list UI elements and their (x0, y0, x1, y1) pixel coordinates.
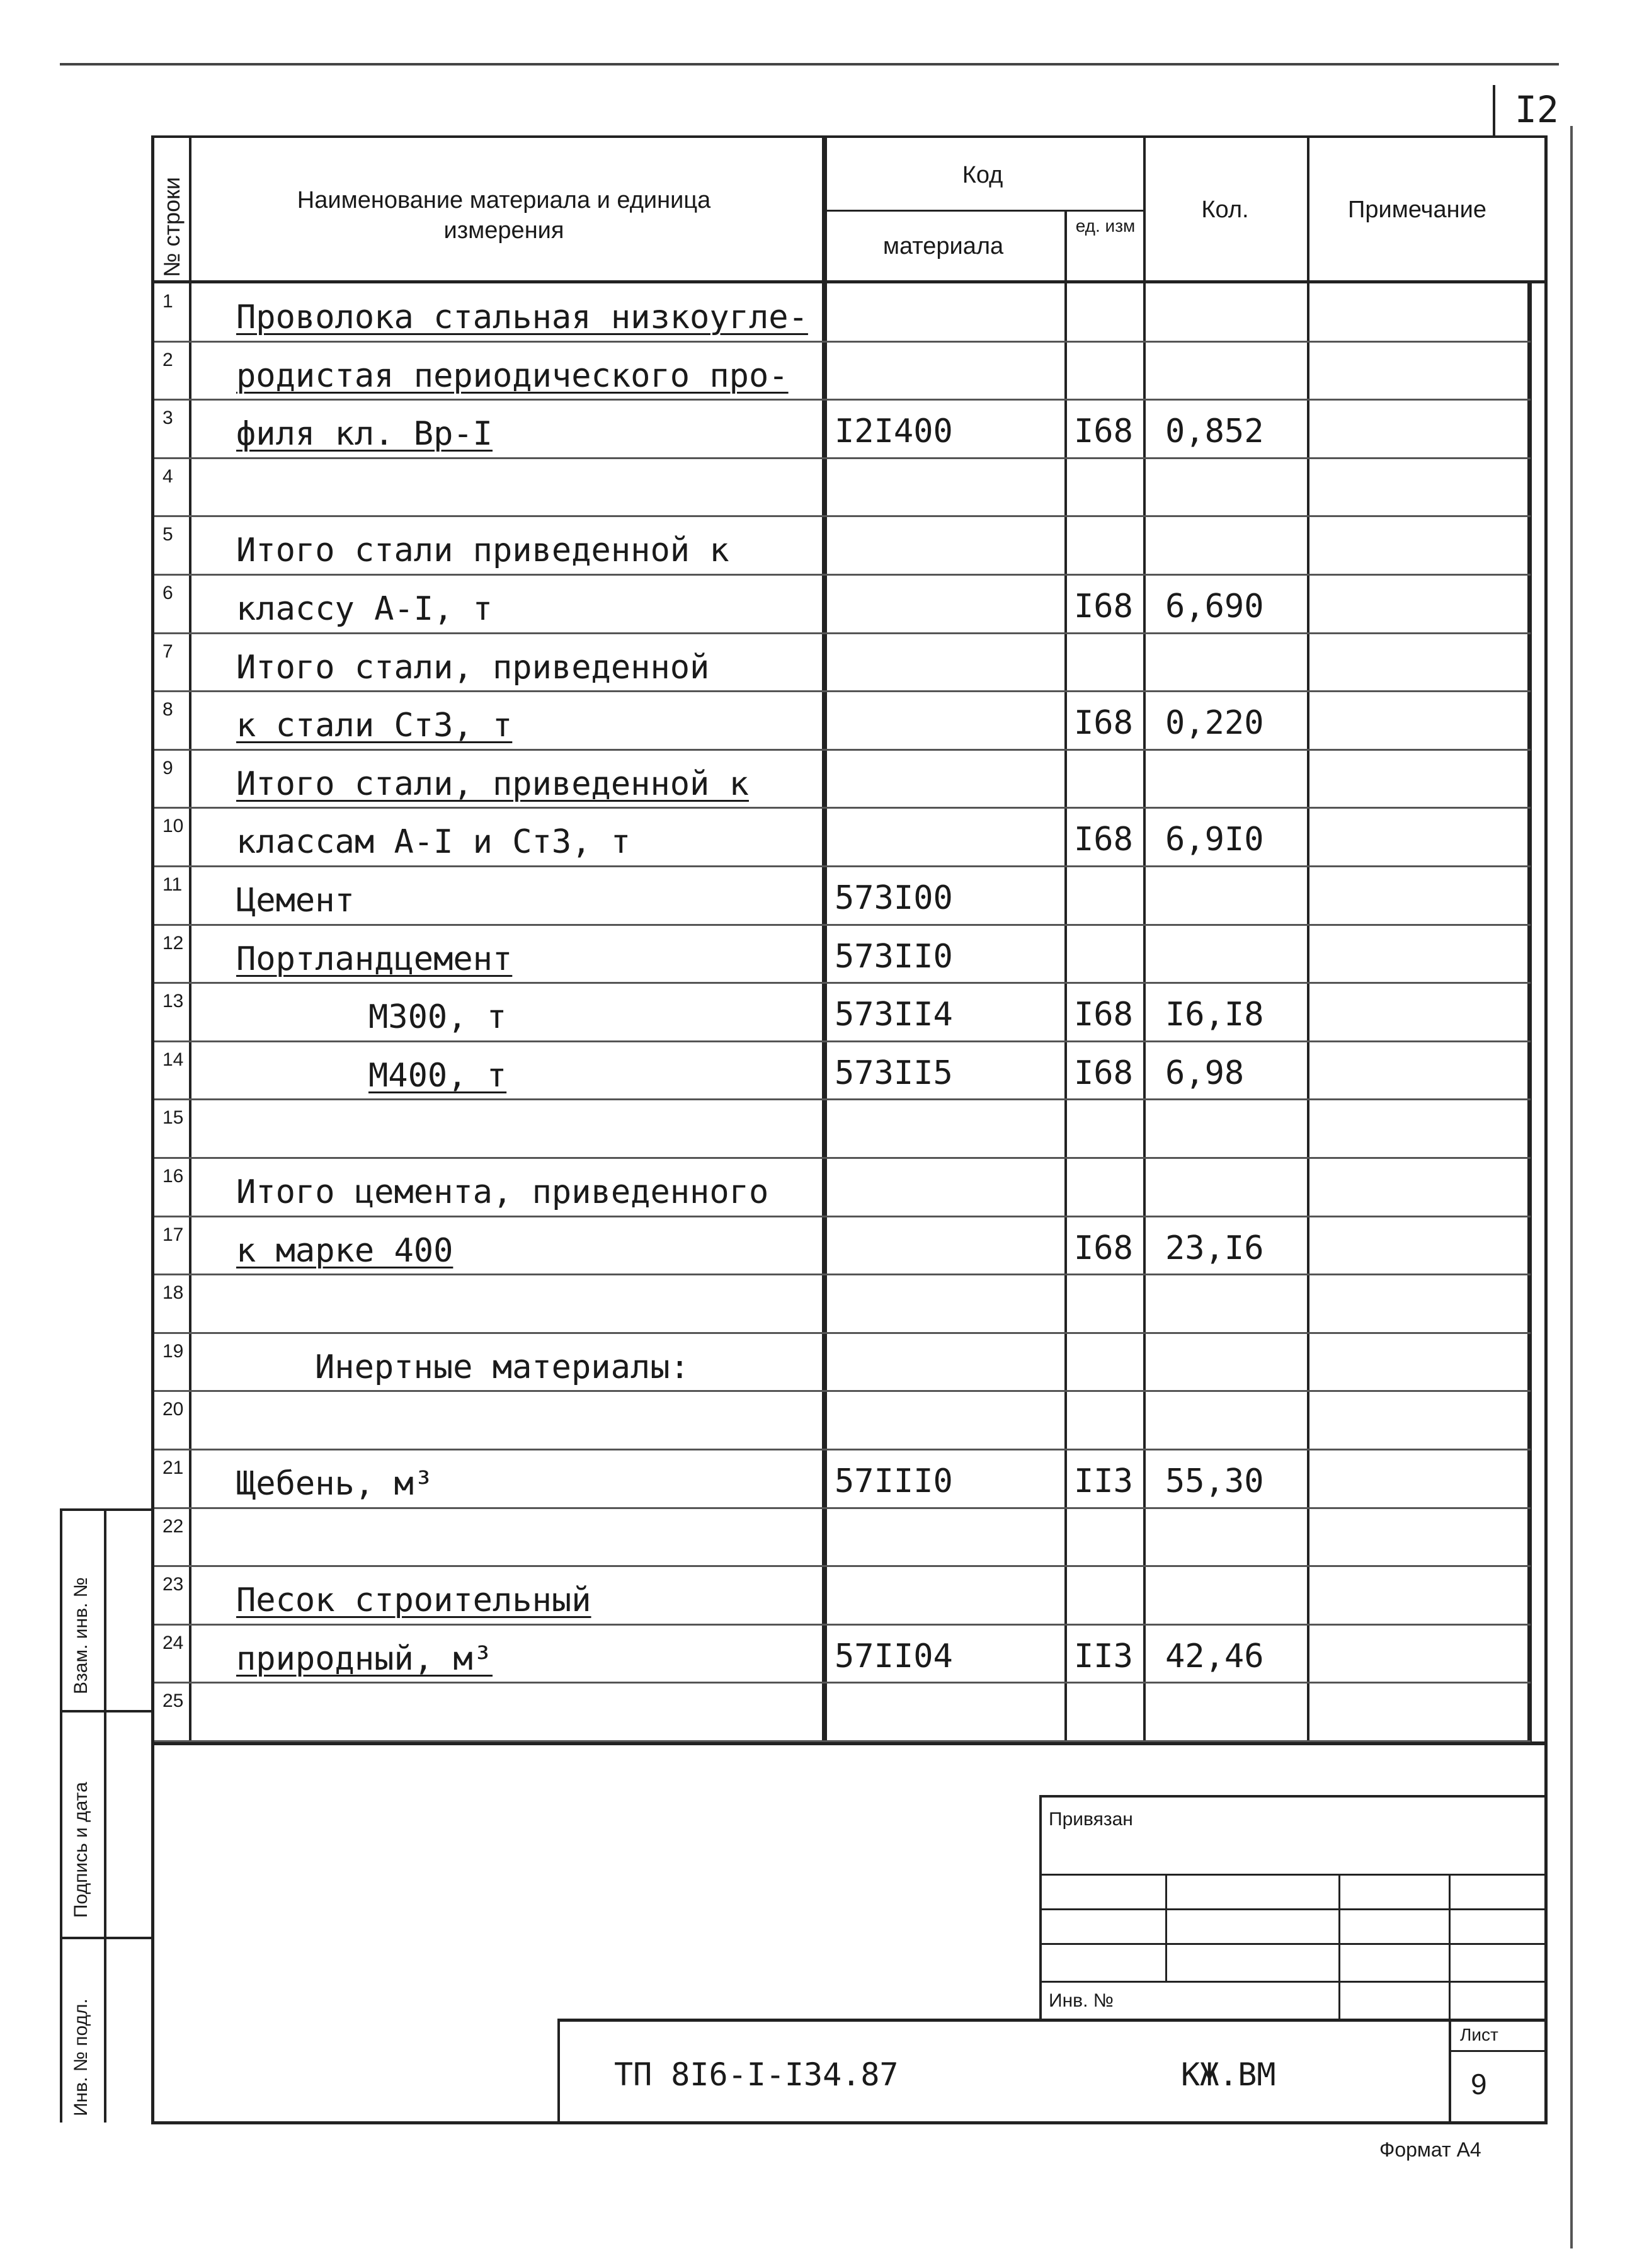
row-rule (154, 1624, 1531, 1626)
quantity: 0,220 (1165, 704, 1264, 743)
col-unit (1143, 135, 1146, 1745)
material-name: Песок строительный (236, 1581, 591, 1620)
unit-code: I68 (1074, 996, 1133, 1034)
row-number: 17 (163, 1224, 184, 1245)
privyazan-col1 (1165, 1874, 1167, 1981)
row-number: 13 (163, 991, 184, 1012)
material-name: к марке 400 (236, 1231, 453, 1270)
privyazan-col3 (1449, 1874, 1451, 2019)
side-stamp-sep2 (60, 1937, 154, 1939)
row-number: 9 (163, 757, 173, 778)
quantity: 6,98 (1165, 1054, 1245, 1092)
material-code: 573I00 (835, 879, 953, 917)
sheet-number: 9 (1471, 2068, 1487, 2100)
frame-top (151, 135, 1548, 138)
row-number: 6 (163, 583, 173, 603)
row-number: 11 (163, 874, 183, 895)
header-code-unit: ед. изм (1075, 216, 1136, 236)
row-number: 4 (163, 465, 173, 487)
header-code: Код (962, 162, 1003, 188)
material-name: Итого стали приведенной к (236, 532, 729, 570)
unit-code: I68 (1074, 821, 1133, 859)
privyazan-left (1039, 1795, 1042, 2019)
material-code: 573II5 (835, 1054, 953, 1092)
row-rule (154, 690, 1531, 692)
row-number: 7 (163, 641, 173, 662)
row-rule (154, 749, 1531, 751)
row-rule (154, 341, 1531, 343)
row-rule (154, 574, 1531, 576)
row-rule (154, 457, 1531, 459)
row-number: 15 (163, 1107, 184, 1129)
row-number: 2 (163, 349, 173, 370)
unit-code: I68 (1074, 1229, 1133, 1267)
material-name: классу A-I, т (236, 590, 493, 628)
side-stamp-mid (104, 1508, 106, 2123)
unit-code: II3 (1074, 1462, 1133, 1500)
row-rule (154, 1216, 1531, 1217)
unit-code: I68 (1074, 413, 1133, 451)
row-rule (154, 982, 1531, 984)
header-bottom-rule (151, 280, 1548, 283)
row-rule (154, 1040, 1531, 1042)
unit-code: I68 (1074, 588, 1133, 625)
side-stamp-inv-podl: Инв. № подл. (71, 1998, 91, 2116)
row-rule (154, 924, 1531, 926)
material-name: М400, т (368, 1056, 507, 1095)
material-name: Проволока стальная низкоуглe- (236, 299, 808, 336)
col-note (1527, 283, 1532, 1745)
material-code: 57III0 (835, 1462, 953, 1500)
frame-right (1544, 135, 1548, 2123)
privyazan-rule3 (1039, 1943, 1548, 1945)
row-number: 19 (163, 1340, 184, 1362)
privyazan-top (1039, 1795, 1548, 1798)
doc-code: ТП 8I6-I-I34.87 (614, 2056, 899, 2093)
row-number: 12 (163, 932, 184, 954)
row-rule (154, 1565, 1531, 1567)
material-code: 573II4 (835, 996, 953, 1034)
unit-code: I68 (1074, 1054, 1133, 1092)
row-number: 21 (163, 1457, 184, 1478)
privyazan-rule2 (1039, 1908, 1548, 1910)
material-name: к стали Ст3, т (236, 707, 513, 745)
side-stamp-sep1 (60, 1710, 154, 1712)
stamp-left (557, 2019, 560, 2123)
row-rule (154, 1390, 1531, 1392)
side-stamp-top (60, 1508, 154, 1511)
col-rownum (189, 135, 191, 1745)
material-code: 57II04 (835, 1637, 953, 1675)
material-name: природный, м³ (236, 1639, 493, 1678)
quantity: 6,9I0 (1165, 821, 1264, 859)
material-name: Щебень, м³ (236, 1465, 434, 1503)
row-rule (154, 865, 1531, 867)
quantity: 6,690 (1165, 588, 1264, 625)
row-number: 1 (163, 291, 173, 312)
inv-no-label: Инв. № (1049, 1990, 1114, 2011)
privyazan-rule4 (1039, 1981, 1548, 1983)
quantity: 0,852 (1165, 413, 1264, 451)
row-number: 3 (163, 407, 173, 429)
material-name: классам A-I и Ст3, т (236, 823, 631, 862)
header-name: Наименование материала и единица измерения (297, 187, 711, 244)
row-number: 22 (163, 1515, 184, 1537)
row-number: 14 (163, 1049, 184, 1070)
header-note: Примечание (1348, 197, 1486, 223)
row-rule (154, 807, 1531, 809)
row-number: 25 (163, 1690, 184, 1712)
quantity: 23,I6 (1165, 1229, 1264, 1267)
header-row-no: № строки (159, 176, 185, 277)
material-name: М300, т (368, 998, 507, 1037)
row-rule (154, 1449, 1531, 1450)
material-name: Итого стали, приведенной (236, 648, 710, 687)
row-rule (154, 1098, 1531, 1100)
side-stamp-vzam: Взам. инв. № (71, 1577, 91, 1694)
row-number: 10 (163, 816, 184, 837)
quantity: 42,46 (1165, 1637, 1264, 1675)
frame-bottom (151, 2121, 1548, 2124)
frame-left (151, 135, 154, 2123)
page-number-divider (1493, 85, 1495, 135)
material-code: I2I400 (835, 413, 953, 451)
right-margin-line (1570, 126, 1573, 2248)
privyazan-col2 (1338, 1874, 1340, 2019)
material-code: 573II0 (835, 937, 953, 976)
row-number: 16 (163, 1166, 184, 1187)
code-subheader-rule (822, 210, 1143, 212)
side-stamp-left (60, 1508, 62, 2123)
row-rule (154, 1507, 1531, 1509)
header-qty: Кол. (1201, 197, 1249, 223)
col-name (822, 135, 827, 1745)
format-label: Формат А4 (1379, 2138, 1481, 2161)
page-number: I2 (1515, 88, 1559, 131)
stamp-sheet-divider (1449, 2019, 1451, 2123)
sheet-label: Лист (1460, 2025, 1498, 2044)
row-rule (154, 1332, 1531, 1334)
privyazan-label: Привязан (1049, 1809, 1133, 1830)
header-code-material: материала (882, 233, 1004, 259)
unit-code: II3 (1074, 1637, 1133, 1675)
row-rule (154, 515, 1531, 517)
material-name: родистая периодического про- (236, 356, 789, 395)
doc-mark: КЖ.ВМ (1181, 2056, 1276, 2093)
row-number: 5 (163, 524, 173, 545)
material-name: Инертные материалы: (315, 1348, 690, 1386)
row-rule (154, 399, 1531, 401)
row-rule (154, 632, 1531, 634)
row-rule (154, 1274, 1531, 1275)
material-name: Итого цемента, приведенного (236, 1173, 769, 1211)
row-number: 20 (163, 1399, 184, 1420)
side-stamp-podpis: Подпись и дата (71, 1782, 91, 1918)
quantity: 55,30 (1165, 1462, 1264, 1500)
privyazan-rule1 (1039, 1874, 1548, 1876)
stamp-sheet-rule (1449, 2050, 1548, 2052)
row-number: 23 (163, 1574, 184, 1595)
col-code (1064, 210, 1067, 1745)
unit-code: I68 (1074, 704, 1133, 743)
row-rule (154, 1157, 1531, 1159)
material-name: Итого стали, приведенной к (236, 765, 749, 803)
row-number: 8 (163, 699, 173, 721)
material-name: Портландцемент (236, 940, 513, 978)
col-qty (1307, 135, 1309, 1745)
row-number: 18 (163, 1282, 184, 1304)
material-name: филя кл. Вр-I (236, 415, 493, 453)
quantity: I6,I8 (1165, 996, 1264, 1034)
top-rule (60, 63, 1559, 66)
material-name: Цемент (236, 882, 355, 920)
stamp-top (557, 2019, 1548, 2022)
row-rule (154, 1682, 1531, 1684)
row-rule (154, 1740, 1531, 1742)
row-number: 24 (163, 1632, 184, 1653)
